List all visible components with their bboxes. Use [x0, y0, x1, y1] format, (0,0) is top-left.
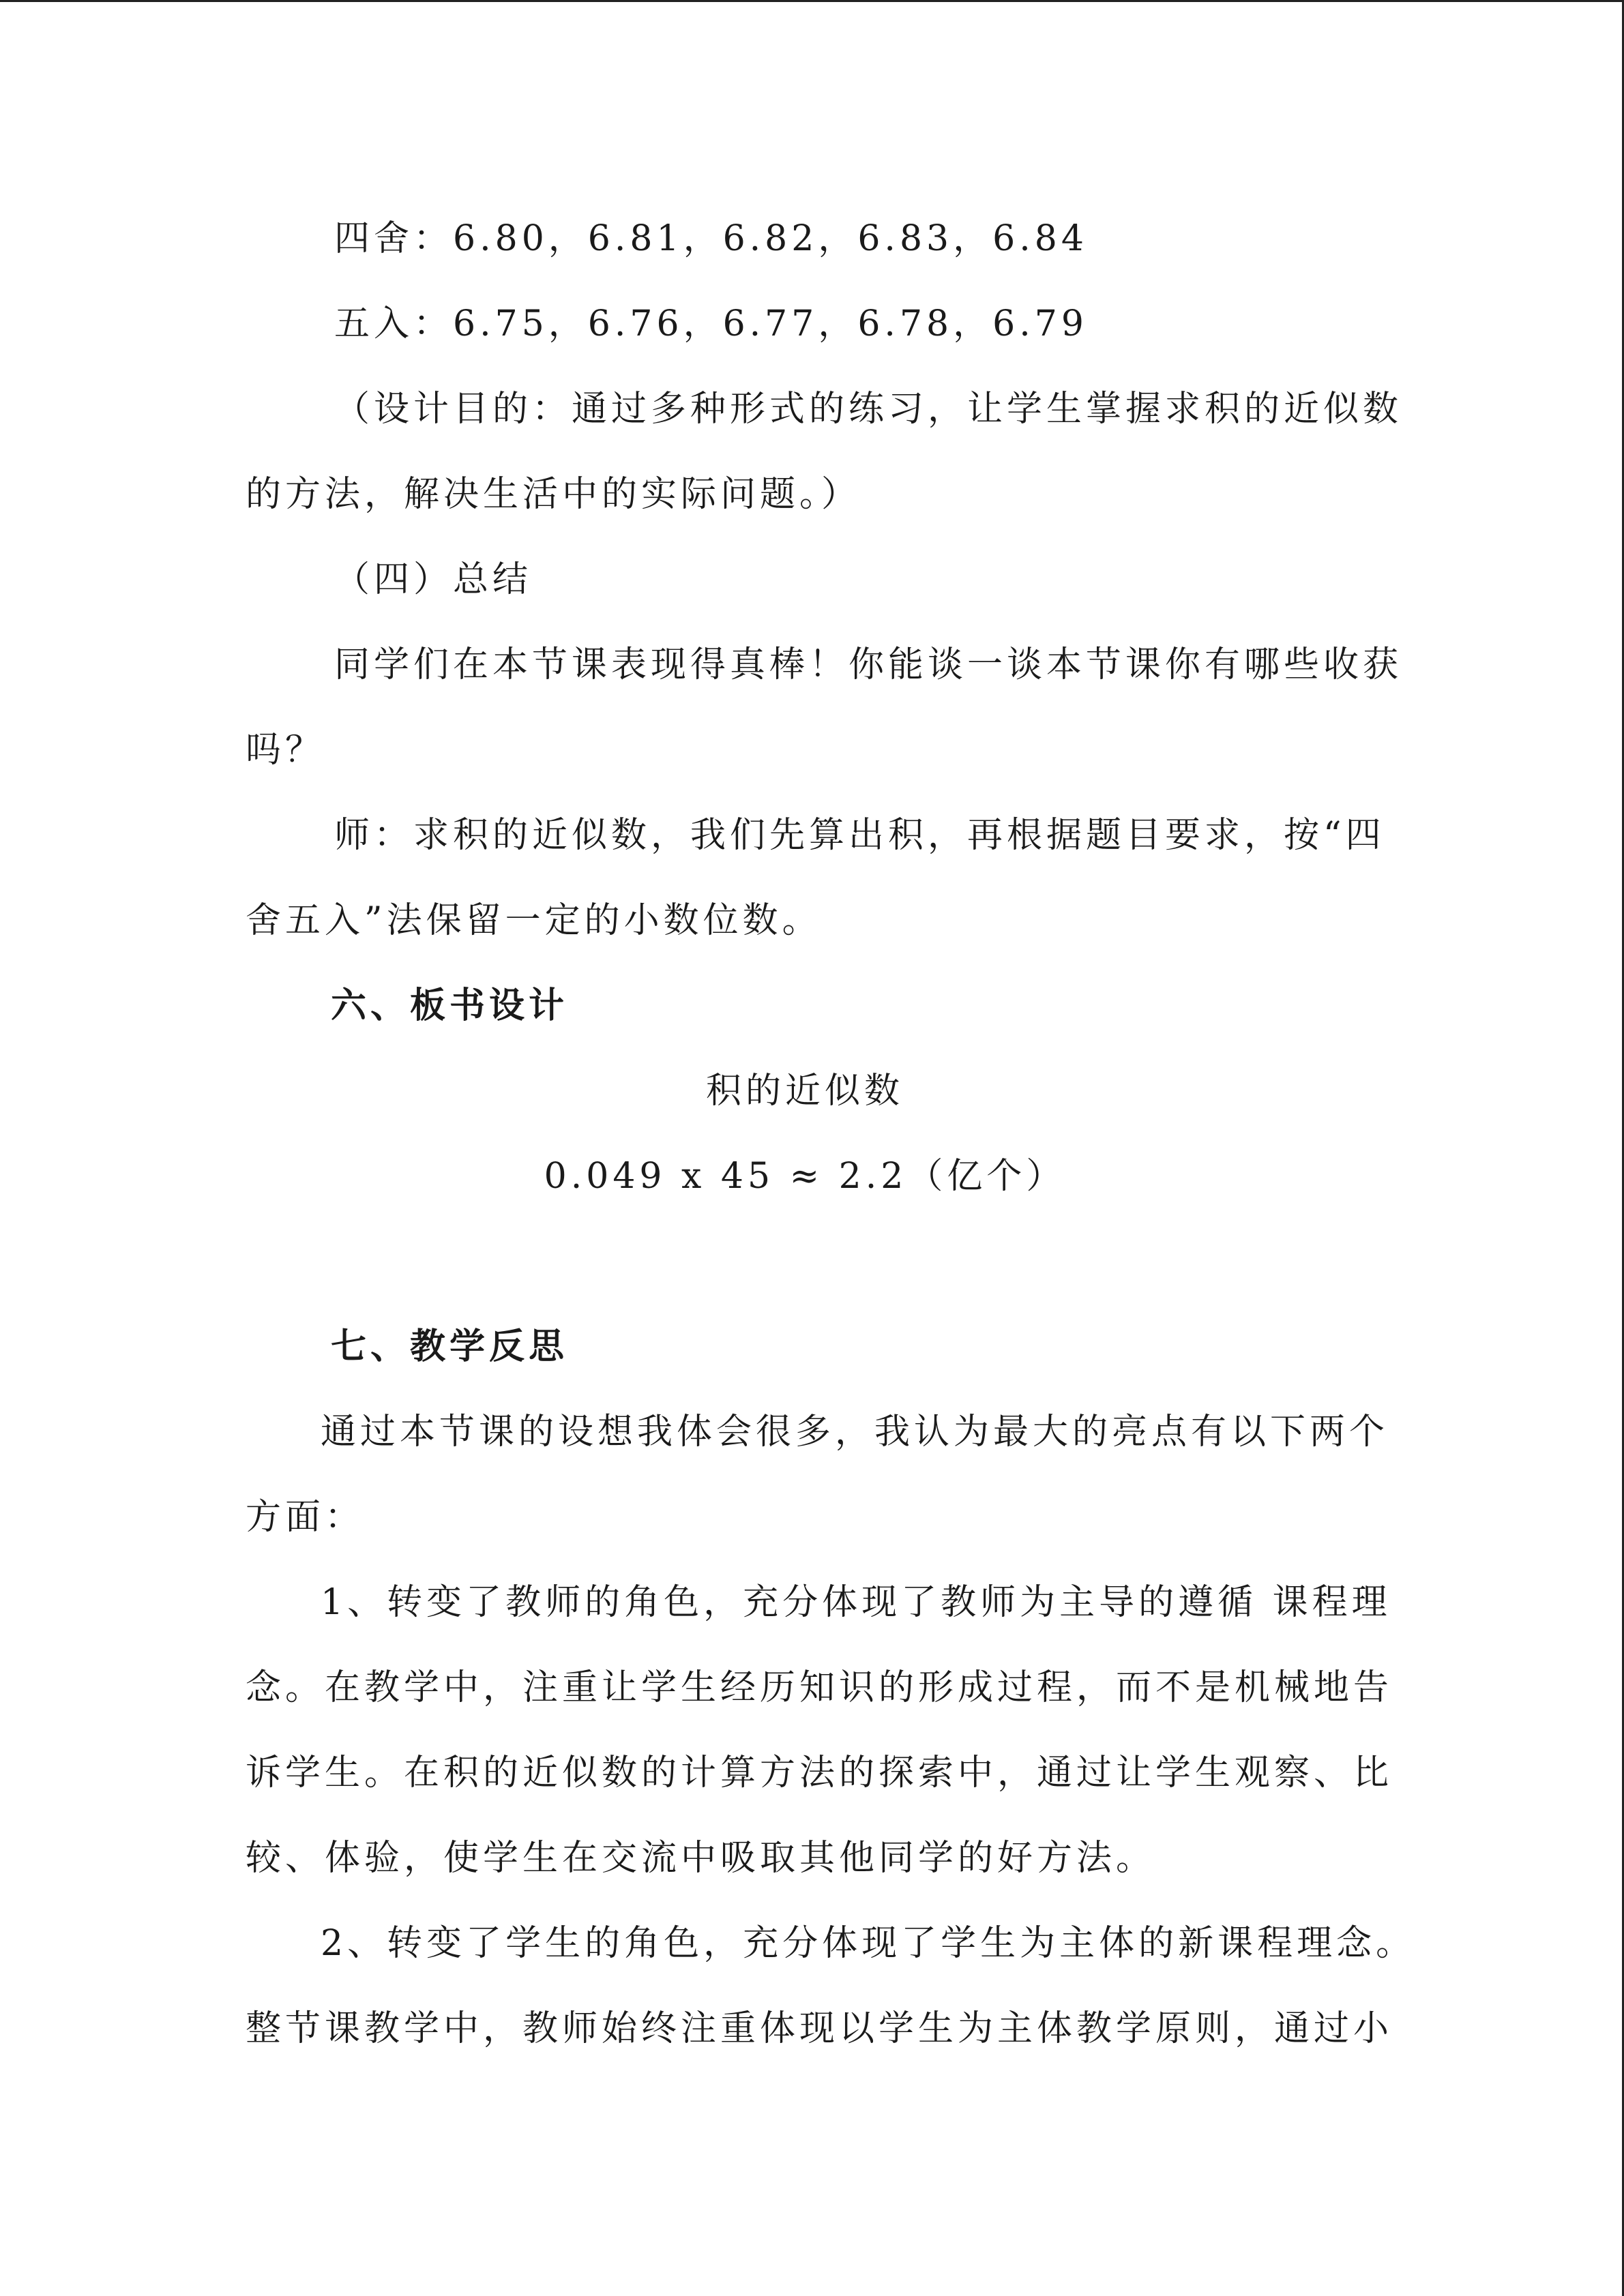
- point-1-line-2: 念。在教学中，注重让学生经历知识的形成过程，而不是机械地告: [246, 1667, 1393, 1708]
- point-2-line-2: 整节课教学中，教师始终注重体现以学生为主体教学原则，通过小: [246, 2008, 1393, 2049]
- point-1-line-1: 1、转变了教师的角色，充分体现了教师为主导的遵循 课程理: [321, 1582, 1391, 1623]
- reflection-line-2: 方面：: [246, 1497, 365, 1538]
- point-1-line-4: 较、体验，使学生在交流中吸取其他同学的好方法。: [246, 1838, 1156, 1879]
- summary-paragraph-line-2: 吗？: [246, 730, 325, 771]
- teacher-paragraph-line-1: 师：求积的近似数，我们先算出积，再根据题目要求，按“四: [334, 815, 1385, 856]
- sishe-line: 四舍：6.80，6.81，6.82，6.83，6.84: [334, 218, 1088, 259]
- point-2-line-1: 2、转变了学生的角色，充分体现了学生为主体的新课程理念。: [321, 1923, 1416, 1964]
- page-top-border: [0, 0, 1624, 2]
- section-7-heading: 七、教学反思: [331, 1326, 569, 1367]
- summary-heading: （四）总结: [334, 559, 533, 600]
- reflection-line-1: 通过本节课的设想我体会很多，我认为最大的亮点有以下两个: [321, 1412, 1389, 1452]
- wuru-line: 五入：6.75，6.76，6.77，6.78，6.79: [334, 303, 1088, 344]
- section-6-heading: 六、板书设计: [331, 985, 569, 1026]
- board-formula: 0.049 x 45 ≈ 2.2（亿个）: [544, 1156, 1066, 1197]
- design-purpose-line-1: （设计目的：通过多种形式的练习，让学生掌握求积的近似数: [334, 389, 1403, 430]
- teacher-paragraph-line-2: 舍五入”法保留一定的小数位数。: [246, 900, 822, 941]
- summary-paragraph-line-1: 同学们在本节课表现得真棒！你能谈一谈本节课你有哪些收获: [334, 644, 1403, 685]
- design-purpose-line-2: 的方法，解决生活中的实际问题。）: [246, 474, 861, 515]
- board-title: 积的近似数: [705, 1071, 904, 1112]
- point-1-line-3: 诉学生。在积的近似数的计算方法的探索中，通过让学生观察、比: [246, 1753, 1393, 1793]
